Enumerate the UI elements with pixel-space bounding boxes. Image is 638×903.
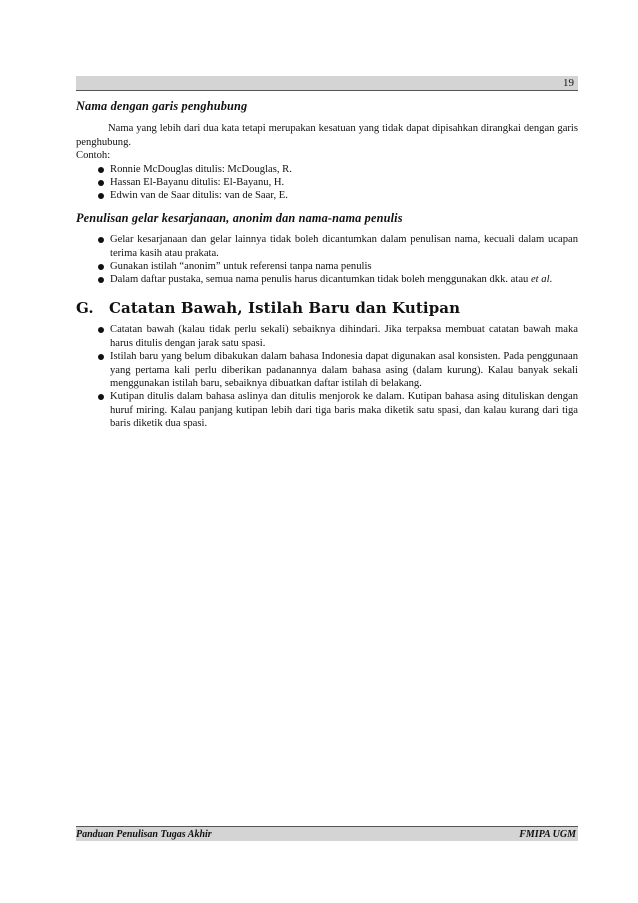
list-item: Edwin van de Saar ditulis: van de Saar, E.	[110, 189, 578, 202]
bullet-icon	[98, 394, 104, 400]
subheading-hyphen: Nama dengan garis penghubung	[76, 99, 248, 113]
bullet-icon	[98, 264, 104, 270]
subheading-titles: Penulisan gelar kesarjanaan, anonim dan nama-nama penulis	[76, 210, 403, 225]
example-list	[76, 163, 578, 203]
titles-list	[76, 233, 578, 287]
header-bar	[76, 76, 578, 91]
bullet-icon	[98, 237, 104, 243]
bullet-icon	[98, 167, 104, 173]
list-item: Ronnie McDouglas ditulis: McDouglas, R.	[110, 163, 578, 176]
list-item: Kutipan ditulis dalam bahasa aslinya dan ditulis menjorok ke dalam. Kutipan bahasa asing dituliskan dengan huruf miring. Kalau panjang kutipan lebih dari tiga baris maka diketik satu spasi, dan kalau kurang dari tiga baris diketik dua spasi.	[110, 390, 578, 430]
page-content	[76, 100, 578, 431]
hyphen-paragraph: Nama yang lebih dari dua kata tetapi merupakan kesatuan yang tidak dapat dipisahkan dirangkai dengan garis penghubung.	[76, 123, 578, 148]
footer-bar	[76, 826, 578, 841]
section-title-g	[76, 298, 578, 317]
list-item: Dalam daftar pustaka, semua nama penulis harus dicantumkan tidak boleh menggunakan dkk. atau et al.	[110, 273, 578, 286]
example-label: Contoh:	[76, 150, 111, 162]
bullet-icon	[98, 193, 104, 199]
footer-title: Panduan Penulisan Tugas Akhir	[76, 829, 212, 840]
list-item: Hassan El-Bayanu ditulis: El-Bayanu, H.	[110, 176, 578, 189]
bullet-icon	[98, 180, 104, 186]
list-item: Gelar kesarjanaan dan gelar lainnya tidak boleh dicantumkan dalam penulisan nama, kecuali dalam ucapan terima kasih atau prakata.	[110, 233, 578, 260]
footer-institution: FMIPA UGM	[519, 829, 576, 840]
section-letter: G.	[76, 298, 94, 317]
page-number: 19	[563, 77, 574, 89]
section-title-text: Catatan Bawah, Istilah Baru dan Kutipan	[109, 298, 461, 317]
list-item: Istilah baru yang belum dibakukan dalam bahasa Indonesia dapat digunakan asal konsisten. Pada penggunaan yang pertama kali perlu diberikan padanannya dalam bahasa asing (dalam kurung). Kalau banyak sekali menggunakan istilah baru, sebaiknya dibuatkan daftar istilah di belakang.	[110, 350, 578, 390]
list-item: Gunakan istilah “anonim” untuk referensi tanpa nama penulis	[110, 260, 578, 273]
bullet-icon	[98, 354, 104, 360]
list-item: Catatan bawah (kalau tidak perlu sekali) sebaiknya dihindari. Jika terpaksa membuat catatan bawah maka harus ditulis dengan jarak satu spasi.	[110, 323, 578, 350]
bullet-icon	[98, 277, 104, 283]
bullet-icon	[98, 327, 104, 333]
g-list	[76, 323, 578, 430]
